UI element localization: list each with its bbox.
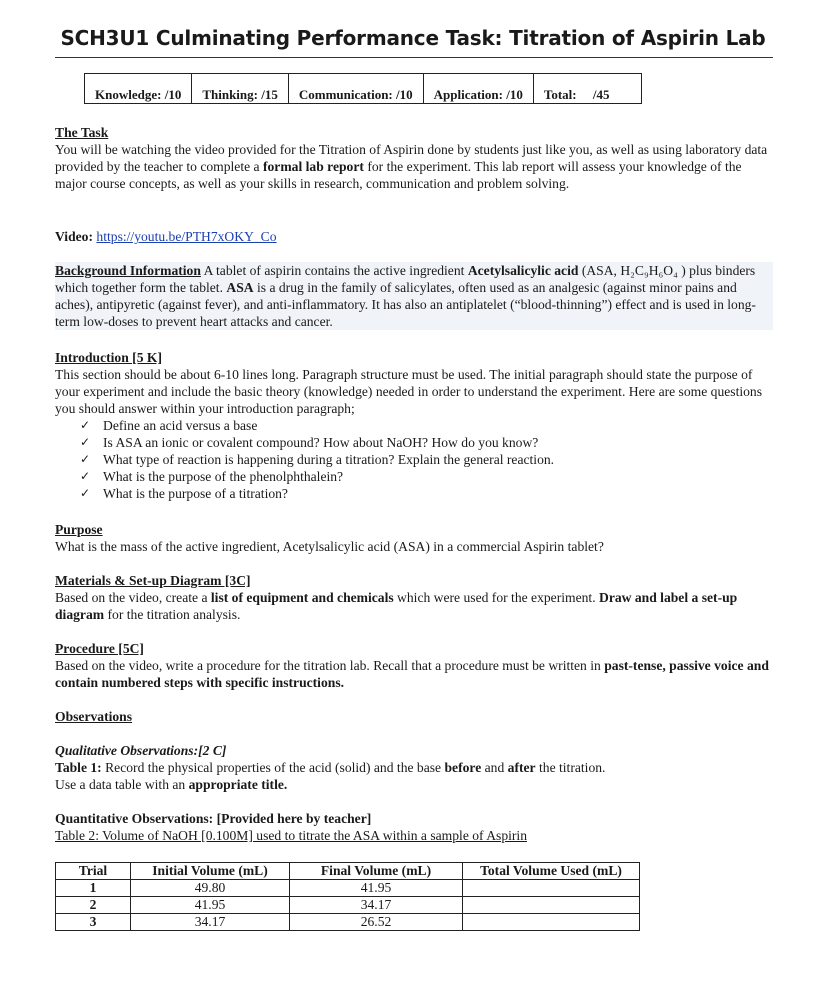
task-text-1: You will be watching the video provided for the Titration of Aspirin done by students just like you, as well as using laboratory data provided by the teacher to complete a: [55, 142, 768, 174]
marks-label: Thinking:: [202, 86, 258, 102]
purpose-heading: Purpose: [55, 522, 103, 537]
materials-text-3: for the titration analysis.: [104, 607, 241, 622]
table-cell: [463, 880, 640, 897]
table-row: [56, 914, 640, 931]
list-item-text: What is the purpose of a titration?: [103, 486, 288, 501]
column-header: Initial Volume (mL): [131, 863, 290, 880]
table-cell: 49.80: [131, 880, 290, 897]
list-item-text: Is ASA an ionic or covalent compound? How about NaOH? How do you know?: [103, 435, 539, 450]
table-cell: 1: [56, 880, 131, 897]
table-cell: 26.52: [290, 914, 463, 931]
table2-caption: Table 2: Volume of NaOH [0.100M] used to titrate the ASA within a sample of Aspirin: [55, 828, 528, 843]
task-text: [55, 141, 773, 192]
materials-bold-2: Draw and label a set-up diagram: [55, 590, 738, 622]
background-text: [55, 262, 773, 330]
table-cell: 41.95: [131, 897, 290, 914]
column-header: Total Volume Used (mL): [463, 863, 640, 880]
column-header: Final Volume (mL): [290, 863, 463, 880]
list-item-text: What type of reaction is happening during a titration? Explain the general reaction.: [103, 452, 555, 467]
introduction-section: [55, 349, 773, 502]
marks-value: /45: [592, 86, 610, 102]
table-cell: 2: [56, 897, 131, 914]
marks-value: /15: [261, 86, 278, 102]
marks-knowledge: [85, 74, 192, 104]
marks-label: Application:: [433, 86, 503, 102]
marks-application: [423, 74, 533, 104]
video-link[interactable]: https://youtu.be/PTH7xOKY_Co: [96, 229, 277, 244]
list-item: [80, 417, 773, 434]
qualitative-and: and: [481, 760, 508, 775]
check-icon: ✓: [80, 486, 91, 500]
materials-bold-1: list of equipment and chemicals: [210, 590, 394, 605]
table-cell: [463, 897, 640, 914]
qualitative-section: [55, 742, 773, 793]
check-icon: ✓: [80, 452, 91, 466]
list-item: [80, 434, 773, 451]
column-header: Trial: [56, 863, 131, 880]
background-text-2: (ASA, H₂C₉H₆O₄ ) plus binders which together form the tablet.: [55, 263, 756, 295]
table-cell: 41.95: [290, 880, 463, 897]
table-row: [56, 880, 640, 897]
observations-heading: Observations: [55, 709, 133, 724]
background-text-3: is a drug in the family of salicylates, often used as an analgesic (against minor pains and aches), antipyretic (against fever), and anti-inflammatory. It has also an antiplatelet (“blood-thinning”) effect and is used in long-term low-doses to prevent heart attacks and cancer.: [55, 280, 756, 329]
marks-value: /10: [164, 86, 182, 102]
marks-label: Communication:: [298, 86, 393, 102]
marks-table: [84, 73, 642, 104]
table1-label: Table 1:: [55, 760, 102, 775]
marks-value: /10: [396, 86, 413, 102]
procedure-heading: Procedure [5C]: [55, 641, 144, 656]
table-header-row: [56, 863, 640, 880]
purpose-text: What is the mass of the active ingredient, Acetylsalicylic acid (ASA) in a commercial Aspirin tablet?: [55, 539, 604, 554]
marks-communication: [288, 74, 423, 104]
list-item: [80, 468, 773, 485]
list-item-text: What is the purpose of the phenolphthalein?: [103, 469, 344, 484]
table-cell: 34.17: [290, 897, 463, 914]
procedure-bold-1: past-tense, passive voice and contain numbered steps with specific instructions.: [55, 658, 769, 690]
introduction-heading: Introduction [5 K]: [55, 350, 162, 365]
marks-total: [533, 74, 642, 104]
task-text-2: for the experiment. This lab report will assess your knowledge of the major course concepts, as well as your skills in research, communication and problem solving.: [55, 159, 742, 191]
check-icon: ✓: [80, 435, 91, 449]
marks-thinking: [192, 74, 289, 104]
materials-text-2: which were used for the experiment.: [393, 590, 599, 605]
check-icon: ✓: [80, 469, 91, 483]
quantitative-section: [55, 810, 773, 844]
list-item: [80, 485, 773, 502]
qualitative-heading: Qualitative Observations:[2 C]: [55, 743, 227, 758]
list-item-text: Define an acid versus a base: [103, 418, 258, 433]
qualitative-line2-bold: appropriate title.: [188, 777, 288, 792]
introduction-checklist: [55, 417, 773, 502]
observations-section: [55, 708, 773, 725]
table-row: [56, 897, 640, 914]
titration-data-table: [55, 862, 640, 931]
procedure-section: [55, 640, 773, 691]
qualitative-line2: Use a data table with an: [55, 777, 189, 792]
quantitative-heading: Quantitative Observations: [Provided here by teacher]: [55, 811, 372, 826]
background-section: [55, 262, 773, 330]
table-cell: 3: [56, 914, 131, 931]
background-heading: Background Information: [55, 263, 201, 278]
check-icon: ✓: [80, 418, 91, 432]
video-line: [55, 228, 773, 245]
purpose-section: [55, 521, 773, 555]
qualitative-text-line2: [55, 776, 773, 793]
task-heading: The Task: [55, 125, 109, 140]
task-text-bold: formal lab report: [262, 159, 364, 174]
procedure-text: [55, 657, 773, 691]
background-bold-1: Acetylsalicylic acid: [467, 263, 579, 278]
table-cell: 34.17: [131, 914, 290, 931]
qualitative-text: [55, 759, 773, 776]
background-bold-2: ASA: [226, 280, 254, 295]
list-item: [80, 451, 773, 468]
introduction-text: This section should be about 6-10 lines long. Paragraph structure must be used. The initial paragraph should state the purpose of your experiment and include the basic theory (knowledge) needed in order to understand the experiment. Here are some questions you should answer within your introduction paragraph;: [55, 367, 763, 416]
qualitative-after: after: [507, 760, 536, 775]
marks-value: /10: [506, 86, 523, 102]
background-text-1: A tablet of aspirin contains the active ingredient: [200, 263, 468, 278]
materials-text: [55, 589, 773, 623]
marks-label: Total:: [543, 86, 577, 102]
video-label: Video:: [55, 229, 94, 244]
marks-label: Knowledge:: [95, 86, 162, 102]
task-section: [55, 124, 773, 192]
qualitative-text-2: the titration.: [535, 760, 606, 775]
page-title: SCH3U1 Culminating Performance Task: Titration of Aspirin Lab: [60, 26, 766, 50]
title-divider: [55, 57, 773, 58]
qualitative-before: before: [444, 760, 482, 775]
materials-heading: Materials & Set-up Diagram [3C]: [55, 573, 251, 588]
materials-section: [55, 572, 773, 623]
procedure-text-1: Based on the video, write a procedure for the titration lab. Recall that a procedure must be written in: [55, 658, 605, 673]
table-cell: [463, 914, 640, 931]
qualitative-text-1: Record the physical properties of the acid (solid) and the base: [101, 760, 445, 775]
materials-text-1: Based on the video, create a: [55, 590, 211, 605]
